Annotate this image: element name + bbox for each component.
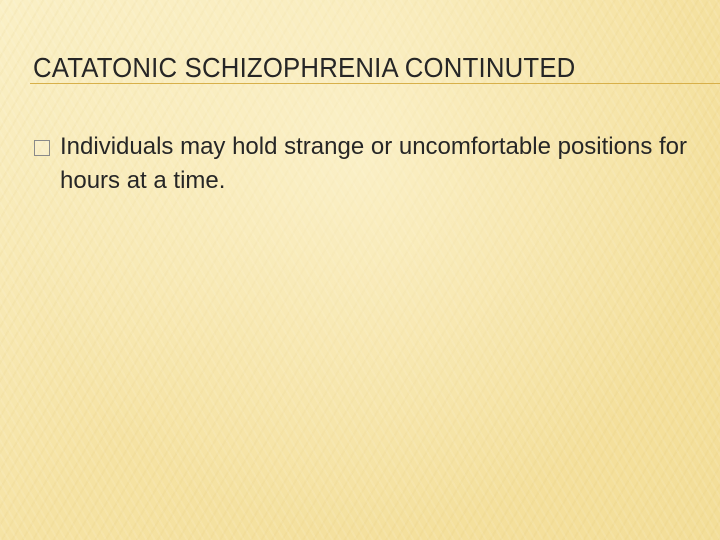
bullet-list	[34, 130, 694, 198]
list-item	[34, 130, 694, 198]
bullet-text: Individuals may hold strange or uncomfortable positions for hours at a time.	[60, 133, 687, 194]
title-divider	[30, 83, 720, 84]
square-bullet-icon	[34, 140, 50, 156]
slide-title: CATATONIC SCHIZOPHRENIA CONTINUTED	[33, 52, 576, 83]
